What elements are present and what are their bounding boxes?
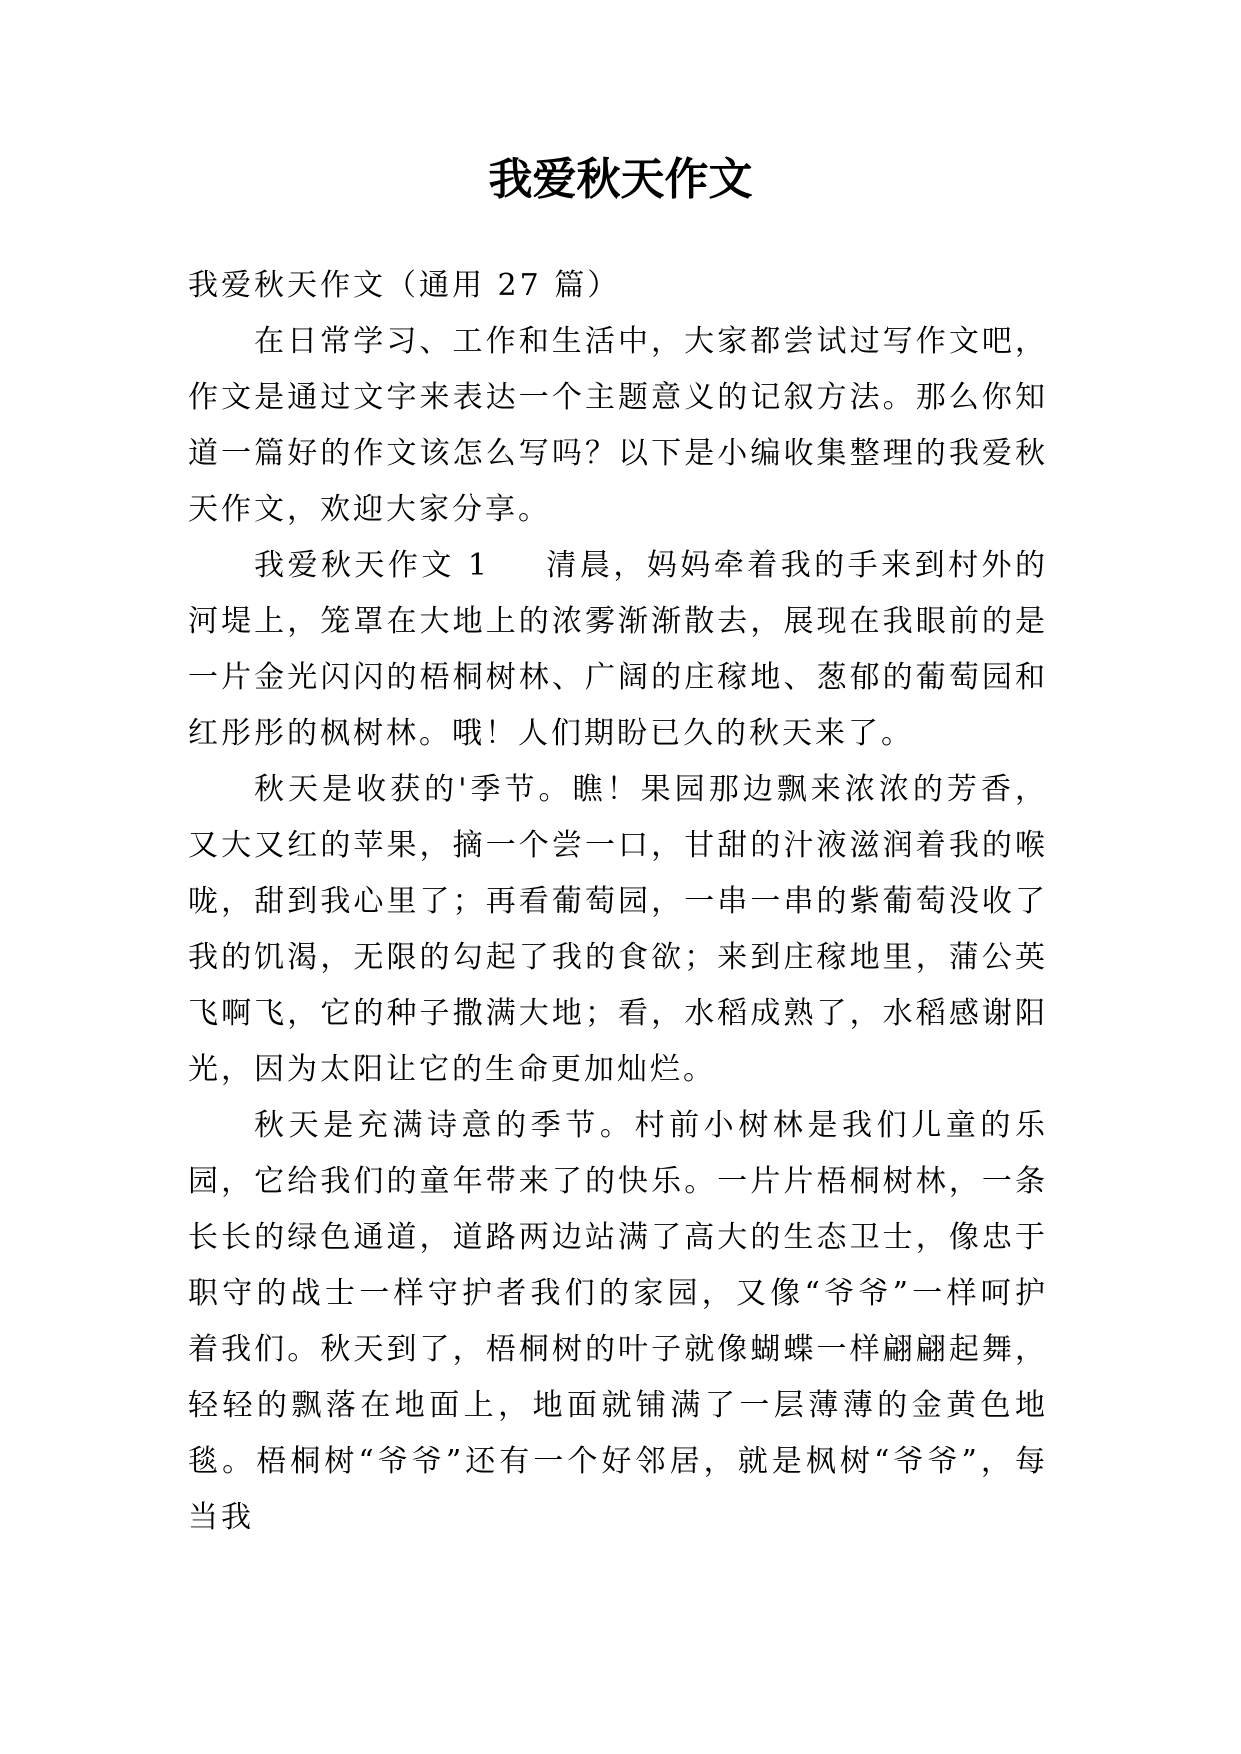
essay-1-paragraph-3: 秋天是充满诗意的季节。村前小树林是我们儿童的乐园，它给我们的童年带来了的快乐。一片片梧桐树林，一条长长的绿色通道，道路两边站满了高大的生态卫士，像忠于职守的战士一样守护者我们的家园，又像“爷爷”一样呵护着我们。秋天到了，梧桐树的叶子就像蝴蝶一样翩翩起舞，轻轻的飘落在地面上，地面就铺满了一层薄薄的金黄色地毯。梧桐树“爷爷”还有一个好邻居，就是枫树“爷爷”，每当我	[188, 1108, 1048, 1535]
essay-1-first-paragraph	[188, 538, 1048, 762]
essay-1-paragraph-2: 秋天是收获的'季节。瞧！果园那边飘来浓浓的芳香，又大又红的苹果，摘一个尝一口，甘甜的汁液滋润着我的喉咙，甜到我心里了；再看葡萄园，一串一串的紫葡萄没收了我的饥渴，无限的勾起了我的食欲；来到庄稼地里，蒲公英飞啊飞，它的种子撒满大地；看，水稻成熟了，水稻感谢阳光，因为太阳让它的生命更加灿烂。	[188, 772, 1048, 1087]
essay-1-heading: 我爱秋天作文 1	[254, 548, 490, 583]
document-body	[188, 258, 1048, 1546]
document-title: 我爱秋天作文	[488, 154, 753, 205]
document-subtitle: 我爱秋天作文（通用 27 篇）	[188, 268, 621, 303]
intro-paragraph: 在日常学习、工作和生活中，大家都尝试过写作文吧，作文是通过文字来表达一个主题意义的记叙方法。那么你知道一篇好的作文该怎么写吗？以下是小编收集整理的我爱秋天作文，欢迎大家分享。	[188, 324, 1048, 527]
essay-1-paragraph-1: 清晨，妈妈牵着我的手来到村外的河堤上，笼罩在大地上的浓雾渐渐散去，展现在我眼前的是一片金光闪闪的梧桐树林、广阔的庄稼地、葱郁的葡萄园和红彤彤的枫树林。哦！人们期盼已久的秋天来了。	[188, 548, 1049, 751]
